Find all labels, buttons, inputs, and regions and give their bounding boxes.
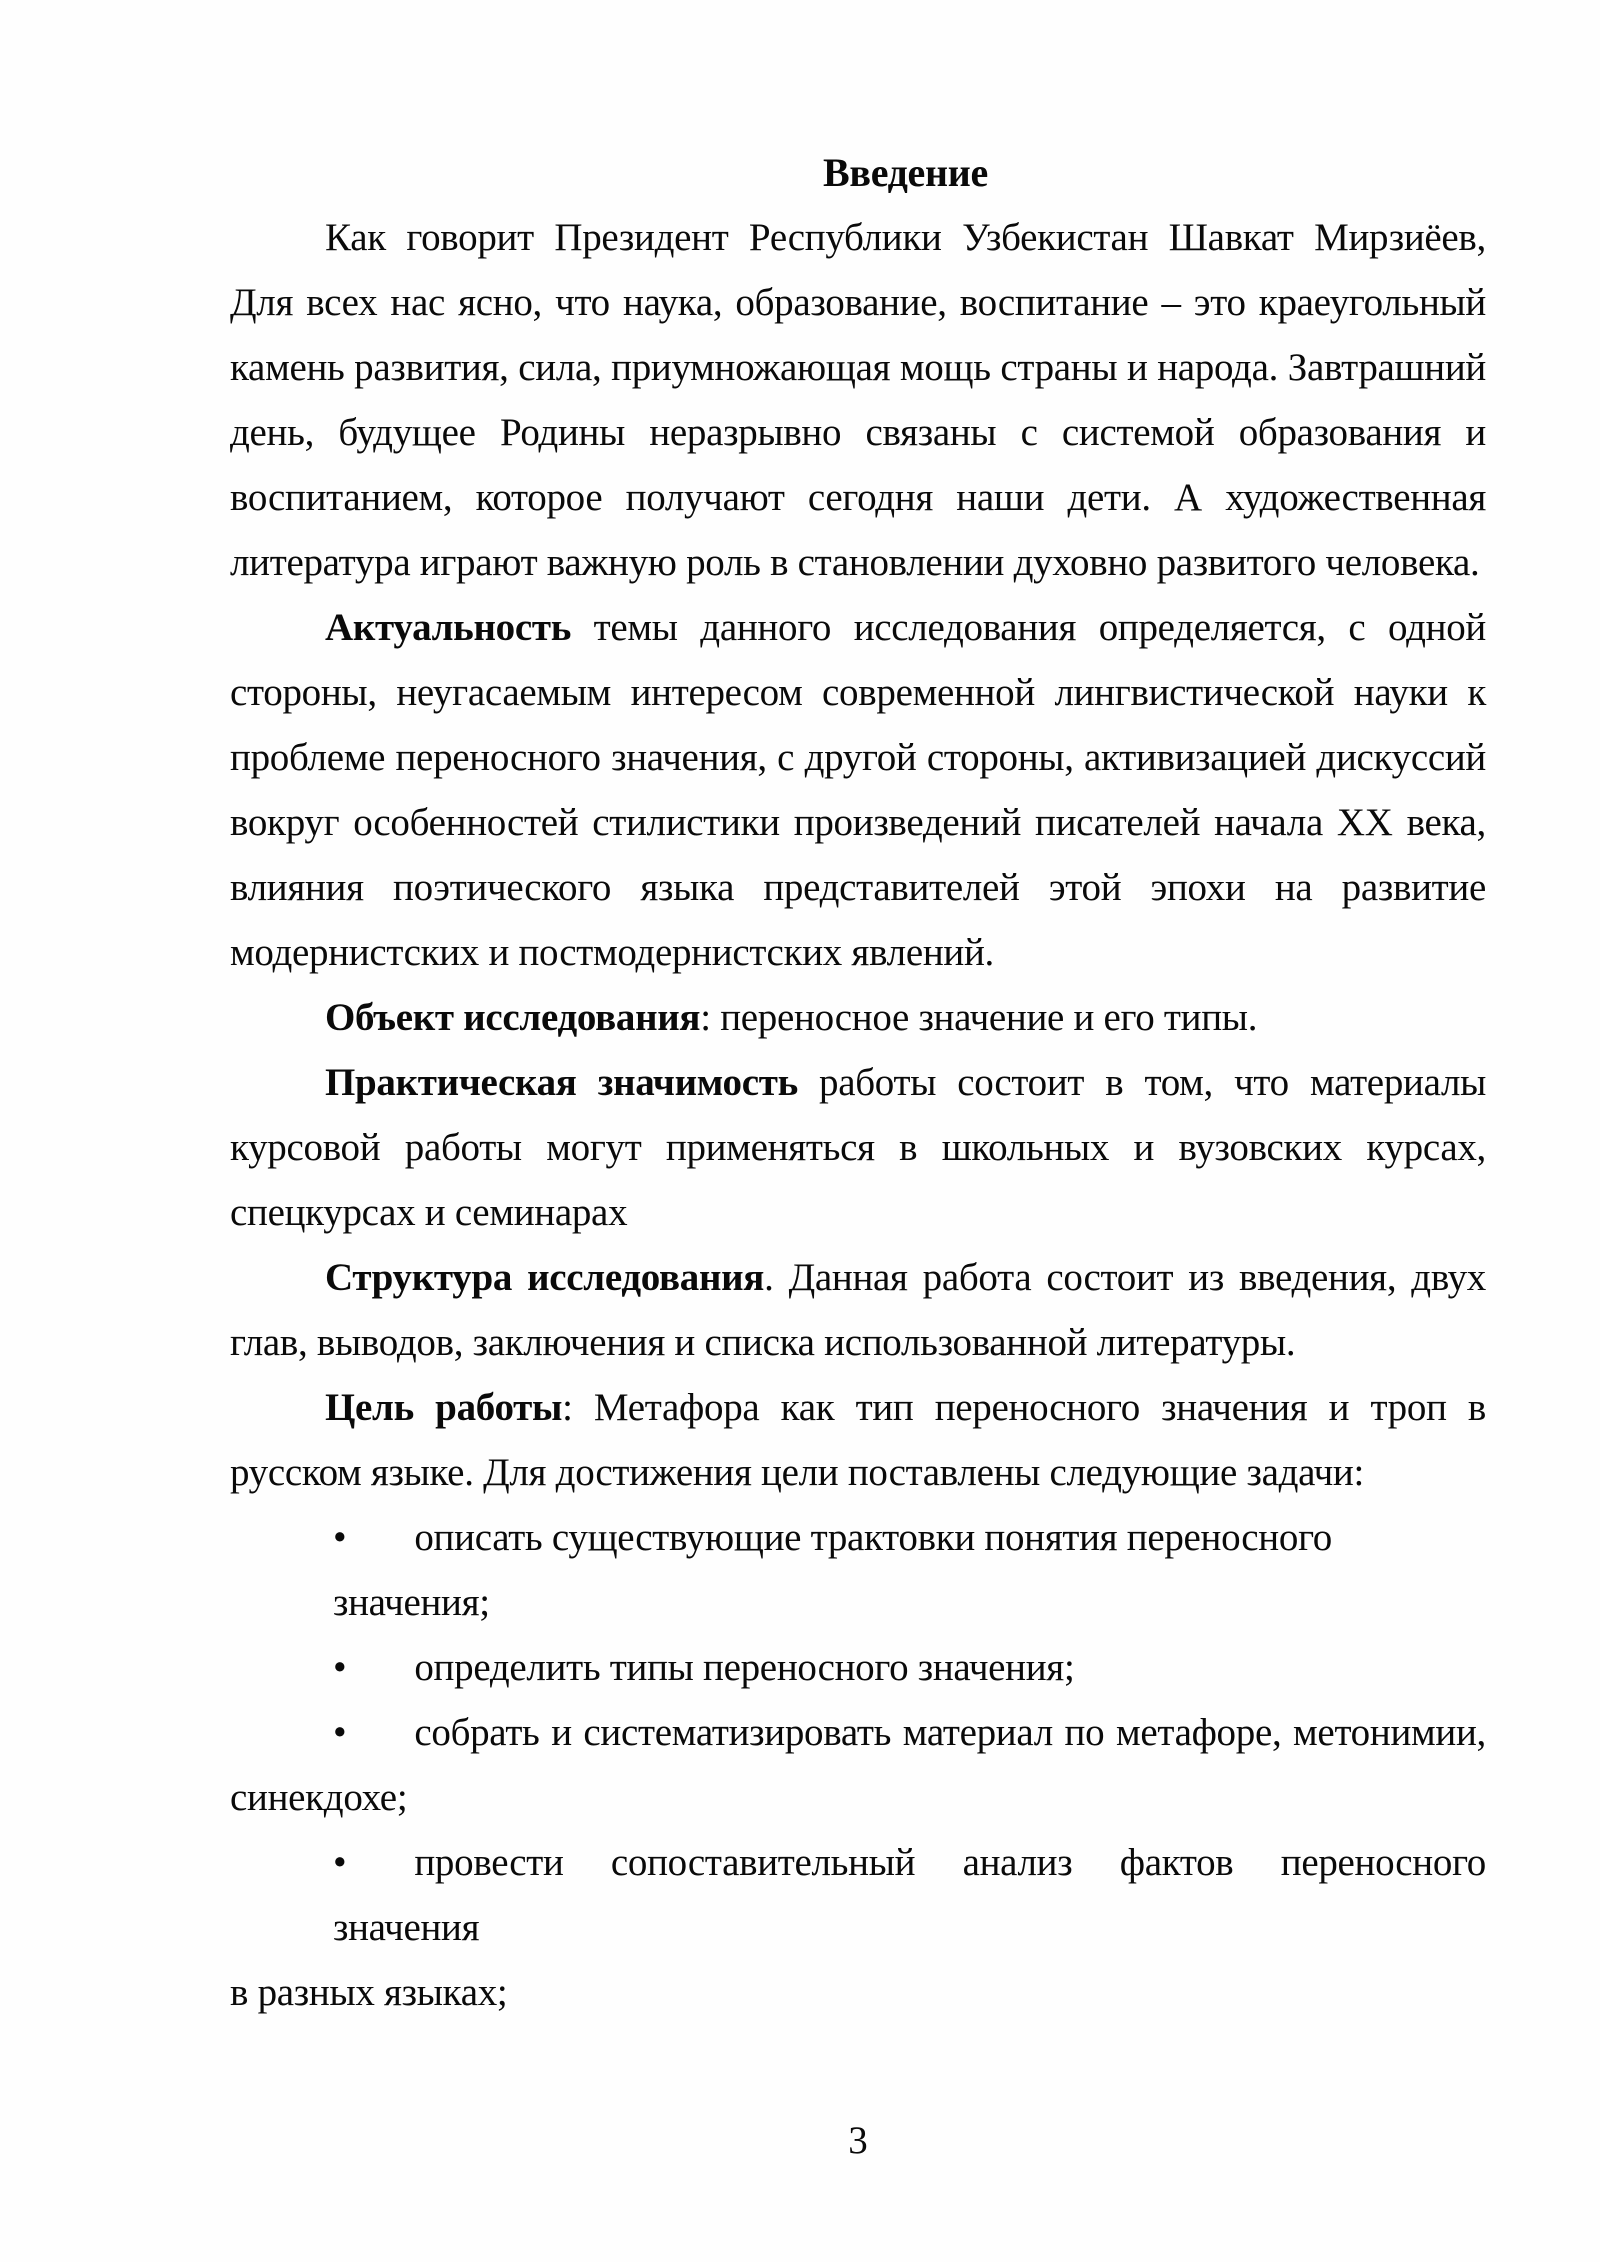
document-content (230, 140, 1486, 2025)
body-text (230, 205, 1486, 2025)
text-line: день, будущее Родины неразрывно связаны с системой образования и (230, 411, 1486, 454)
bullet-icon: • (333, 1711, 347, 1754)
bold-run: Структура исследования (325, 1256, 765, 1299)
bold-run: Объект исследования (325, 996, 701, 1039)
bullet-icon: • (333, 1841, 347, 1884)
text-line: литература играют важную роль в становлении духовно развитого человека. (230, 541, 1480, 584)
text-line: Как говорит Президент Республики Узбекистан Шавкат Мирзиёев, (325, 216, 1486, 259)
section-heading: Введение (823, 150, 988, 195)
bullet-line: • определить типы переносного значения; (230, 1635, 1486, 1700)
text-line: Структура исследования. Данная работа состоит из введения, двух (325, 1256, 1486, 1299)
text-line: Практическая значимость работы состоит в том, что материалы (325, 1061, 1487, 1104)
bullet-line: • собрать и систематизировать материал по метафоре, метонимии, (230, 1700, 1486, 1765)
text-line: воспитанием, которое получают сегодня наши дети. А художественная (230, 476, 1486, 519)
bullet-icon: • (333, 1516, 347, 1559)
text-line: Цель работы: Метафора как тип переносного значения и троп в (325, 1386, 1486, 1429)
text-line: модернистских и постмодернистских явлений. (230, 931, 995, 974)
text-line: спецкурсах и семинарах (230, 1191, 628, 1234)
bullet-icon: • (333, 1646, 347, 1689)
text-line: Для всех нас ясно, что наука, образование, воспитание – это краеугольный (230, 281, 1486, 324)
text-line: проблеме переносного значения, с другой стороны, активизацией дискуссий (230, 736, 1486, 779)
text-line: в разных языках; (230, 1971, 508, 2014)
bullet-line: • провести сопоставительный анализ фактов переносного значения (230, 1830, 1486, 1960)
bold-run: Актуальность (325, 606, 572, 649)
text-line: вокруг особенностей стилистики произведений писателей начала XX века, (230, 801, 1486, 844)
text-line: Объект исследования: переносное значение и его типы. (325, 996, 1258, 1039)
text-line: глав, выводов, заключения и списка использованной литературы. (230, 1321, 1296, 1364)
text-line: влияния поэтического языка представителей этой эпохи на развитие (230, 866, 1486, 909)
text-line: синекдохе; (230, 1776, 408, 1819)
bullet-line: • описать существующие трактовки понятия переносного значения; (230, 1505, 1486, 1635)
text-line: стороны, неугасаемым интересом современной лингвистической науки к (230, 671, 1486, 714)
text-line: камень развития, сила, приумножающая мощь страны и народа. Завтрашний (230, 346, 1486, 389)
text-line: Актуальность темы данного исследования определяется, с одной (325, 606, 1486, 649)
bold-run: Цель работы (325, 1386, 563, 1429)
bold-run: Практическая значимость (325, 1061, 798, 1104)
text-line: курсовой работы могут применяться в школьных и вузовских курсах, (230, 1126, 1486, 1169)
page-number: 3 (848, 2119, 868, 2162)
text-line: русском языке. Для достижения цели поставлены следующие задачи: (230, 1451, 1365, 1494)
